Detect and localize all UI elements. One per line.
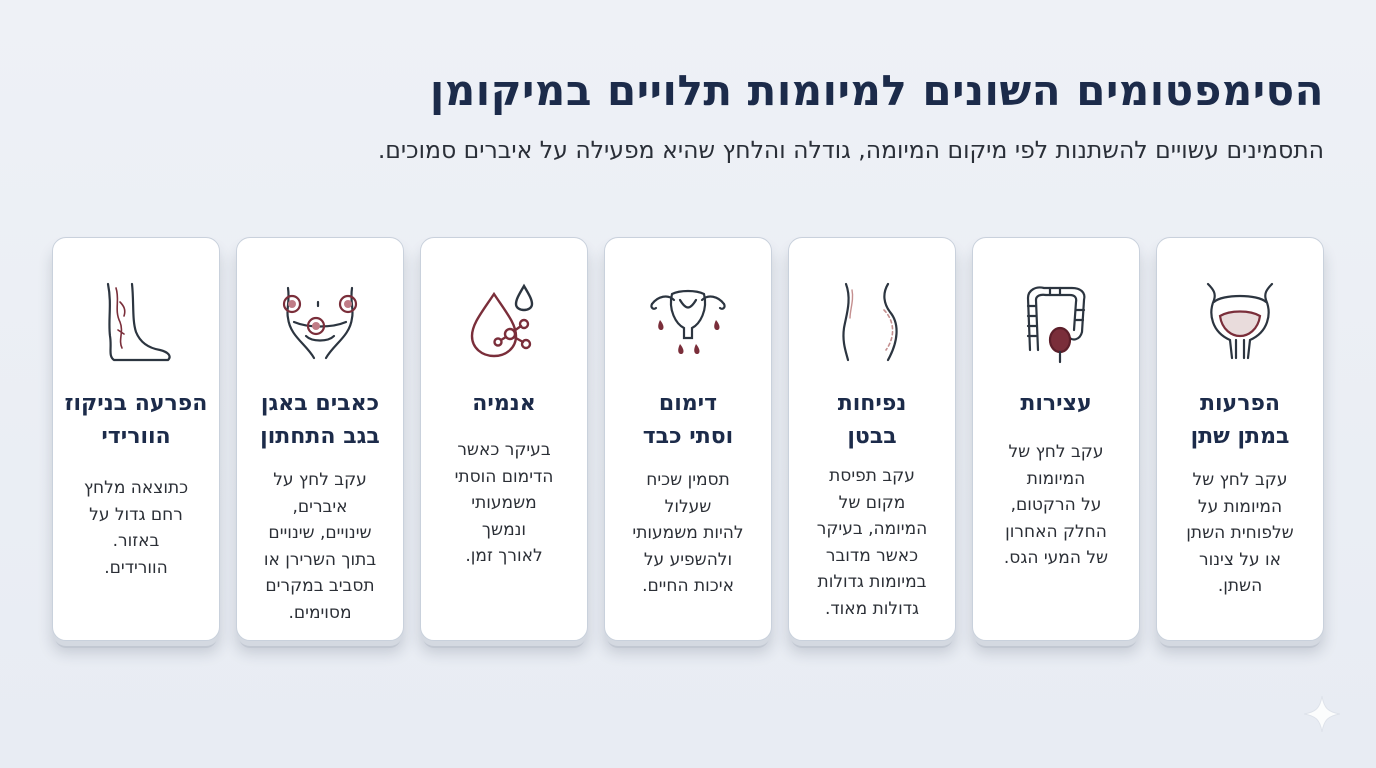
sparkle-icon [1302,694,1342,734]
card-text-line: כתוצאה מלחץ [83,478,189,498]
card-text-line: גדולות מאוד. [824,598,919,619]
leg-veins-icon [53,274,219,370]
card-title-line: הוורידי [101,424,171,449]
card-text-line: המיומות [1026,468,1086,489]
card-title [1163,387,1317,453]
card-text-line: שעלול [664,496,712,517]
card-title-line: וסתי כבד [642,424,734,449]
card-title-line: בבטן [847,424,897,449]
card-text-line: השתן. [1217,576,1263,596]
card-text-line: מקום של [838,492,906,513]
card-title-line: נפיחות [837,391,907,416]
pelvis-pain-icon [237,274,403,370]
card-text-line: תסביב במקרים [265,576,375,596]
card-title-line: הפרעות [1199,391,1281,416]
symptom-cards [52,237,1324,657]
symptom-card-constipation [972,237,1140,641]
card-text-line: עקב לחץ של [1008,442,1104,462]
card-text-line: שלפוחית השתן [1186,523,1294,543]
blood-drop-icon [421,274,587,370]
page-title: הסימפטומים השונים למיומות תלויים במיקומן [429,66,1324,115]
card-text-line: איברים, [292,496,348,517]
card-text-line: המיומה, בעיקר [816,519,928,539]
card-text-line: ונמשך [481,519,527,540]
card-text-line: החלק האחרון [1005,521,1107,542]
card-description [1171,467,1309,600]
card-text-line: בתוך השרירן או [263,549,377,570]
symptom-card-bloating [788,237,956,641]
belly-profile-icon [789,274,955,370]
card-text-line: בעיקר כאשר [457,440,551,460]
page-subtitle: התסמינים עשויים להשתנות לפי מיקום המיומה, גודלה והלחץ שהיא מפעילה על איברים סמוכים. [377,136,1324,164]
card-title [611,387,765,453]
card-title-line: אנמיה [472,391,536,416]
card-text-line: הוורידים. [104,557,168,578]
card-text-line: של המעי הגס. [1003,548,1109,568]
card-text-line: כאשר מדובר [825,545,919,566]
card-description [251,467,389,626]
symptom-card-heavy-bleeding [604,237,772,641]
card-title-line: דימום [658,391,718,416]
card-text-line: המיומות על [1197,496,1283,517]
card-description [987,439,1125,572]
card-text-line: עקב תפיסת [829,466,915,486]
uterus-bleeding-icon [605,274,771,370]
card-text-line: רחם גדול על [89,504,183,525]
symptom-card-urination [1156,237,1324,641]
card-text-line: או על צינור [1198,549,1282,570]
card-description [619,467,757,600]
card-text-line: שינויים, שינויים [268,523,372,543]
card-description [803,463,941,622]
card-text-line: על הרקטום, [1010,495,1102,515]
symptom-card-anemia [420,237,588,641]
card-description [435,437,573,570]
card-text-line: תסמין שכיח [646,470,730,490]
card-text-line: איכות החיים. [642,576,734,596]
card-text-line: במיומות גדולות [817,572,927,592]
card-text-line: עקב לחץ על [273,470,367,490]
colon-icon [973,274,1139,370]
card-title-line: הפרעה בניקוז [64,391,208,416]
card-title-line: במתן שתן [1190,424,1290,449]
card-text-line: ולהשפיע על [643,549,733,570]
symptom-card-venous-drainage [52,237,220,641]
card-title [979,387,1133,420]
bladder-icon [1157,274,1323,370]
card-title [795,387,949,453]
card-title-line: כאבים באגן [260,391,380,416]
symptom-card-pelvic-pain [236,237,404,641]
card-description [67,475,205,581]
card-title [427,387,581,420]
card-text-line: להיות משמעותי [632,523,744,543]
card-text-line: משמעותי [471,493,537,513]
card-title [243,387,397,453]
card-text-line: באזור. [112,531,160,551]
card-title [59,387,213,453]
card-text-line: מסוימים. [288,602,352,623]
card-text-line: לאורך זמן. [465,546,543,566]
card-title-line: עצירות [1020,391,1092,416]
card-title-line: בגב התחתון [260,424,380,449]
card-text-line: עקב לחץ של [1192,470,1288,490]
card-text-line: הדימום הוסתי [454,466,554,487]
